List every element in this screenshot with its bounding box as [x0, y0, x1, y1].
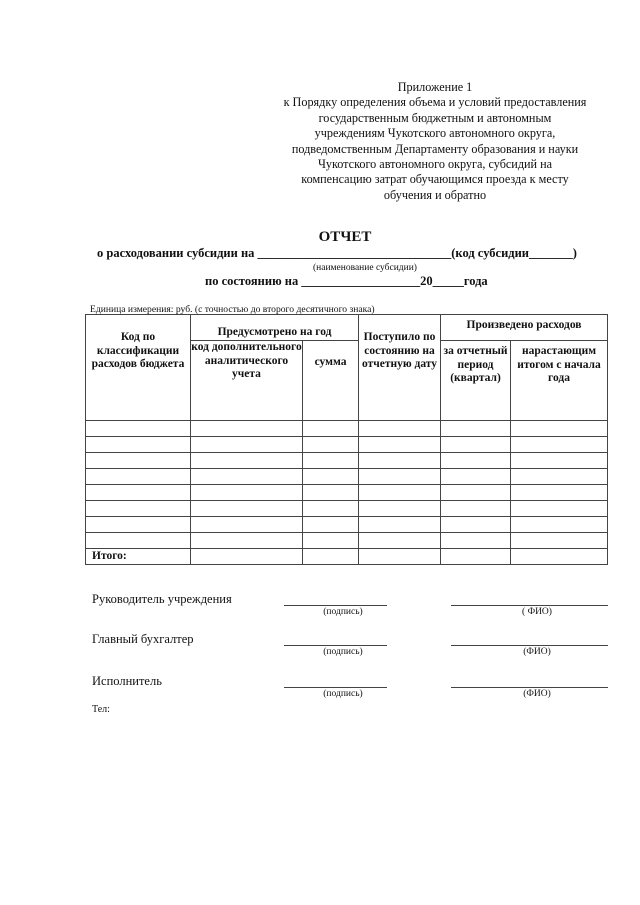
cell[interactable]: [303, 501, 359, 517]
total-row: [86, 549, 608, 565]
cell[interactable]: [511, 517, 608, 533]
cell[interactable]: [86, 453, 191, 469]
signature-line-accountant[interactable]: [284, 645, 387, 646]
cell[interactable]: [191, 469, 303, 485]
cell[interactable]: [303, 533, 359, 549]
cell[interactable]: [303, 485, 359, 501]
name-caption: ( ФИО): [522, 607, 552, 617]
table-row: [86, 453, 608, 469]
cell[interactable]: [511, 421, 608, 437]
table-row: [86, 533, 608, 549]
cell[interactable]: [359, 549, 441, 565]
name-caption: (ФИО): [523, 689, 551, 699]
cell[interactable]: [86, 421, 191, 437]
cell[interactable]: [441, 517, 511, 533]
name-line-executor[interactable]: [451, 687, 608, 688]
cell[interactable]: [359, 421, 441, 437]
cell[interactable]: [303, 517, 359, 533]
cell[interactable]: [191, 517, 303, 533]
cell[interactable]: [191, 421, 303, 437]
subsidy-name-caption: (наименование субсидии): [313, 263, 417, 273]
appendix-line: обучения и обратно: [383, 187, 487, 202]
cell[interactable]: [303, 469, 359, 485]
cell[interactable]: [86, 517, 191, 533]
cell[interactable]: [86, 501, 191, 517]
signature-role-executor: Исполнитель: [92, 674, 162, 688]
cell[interactable]: [359, 533, 441, 549]
table-row: [86, 469, 608, 485]
cell[interactable]: [191, 501, 303, 517]
signature-caption: (подпись): [323, 647, 363, 657]
header-period: за отчетный период (квартал): [441, 341, 511, 421]
cell[interactable]: [441, 421, 511, 437]
report-date-line: по состоянию на ___________________20_____года: [205, 274, 488, 288]
cell[interactable]: [511, 501, 608, 517]
signature-role-accountant: Главный бухгалтер: [92, 632, 194, 646]
cell[interactable]: [441, 437, 511, 453]
cell[interactable]: [441, 533, 511, 549]
signature-line-head[interactable]: [284, 605, 387, 606]
report-table: [85, 314, 608, 565]
signature-role-head: Руководитель учреждения: [92, 592, 232, 606]
cell[interactable]: [441, 501, 511, 517]
header-sum: сумма: [303, 341, 359, 421]
table-row: [86, 501, 608, 517]
table-row: [86, 437, 608, 453]
signature-caption: (подпись): [323, 607, 363, 617]
header-cumulative: нарастающим итогом с начала года: [511, 341, 608, 421]
appendix-line: учреждениям Чукотского автономного округа,: [314, 126, 556, 141]
cell[interactable]: [359, 485, 441, 501]
cell[interactable]: [303, 421, 359, 437]
header-spent: Произведено расходов: [441, 315, 608, 341]
cell[interactable]: [86, 485, 191, 501]
appendix-line: Приложение 1: [397, 80, 473, 94]
subsidy-line: о расходовании субсидии на _______________________________(код субсидии_______): [97, 246, 577, 260]
name-line-accountant[interactable]: [451, 645, 608, 646]
cell[interactable]: [191, 485, 303, 501]
unit-note: Единица измерения: руб. (с точностью до второго десятичного знака): [90, 304, 375, 315]
header-kbk: Код по классификации расходов бюджета: [86, 315, 191, 421]
cell[interactable]: [191, 549, 303, 565]
cell[interactable]: [359, 517, 441, 533]
name-caption: (ФИО): [523, 647, 551, 657]
table-row: [86, 517, 608, 533]
appendix-line: подведомственным Департаменту образования и науки: [291, 141, 579, 156]
report-title: ОТЧЕТ: [318, 229, 372, 245]
cell[interactable]: [359, 469, 441, 485]
name-line-head[interactable]: [451, 605, 608, 606]
cell[interactable]: [86, 533, 191, 549]
appendix-header: [262, 80, 608, 203]
cell[interactable]: [511, 453, 608, 469]
cell[interactable]: [441, 485, 511, 501]
cell[interactable]: [511, 533, 608, 549]
header-code: код дополнительного аналитического учета: [191, 341, 303, 421]
cell[interactable]: [303, 549, 359, 565]
cell[interactable]: [511, 469, 608, 485]
cell[interactable]: [359, 437, 441, 453]
table-row: [86, 421, 608, 437]
cell[interactable]: [359, 501, 441, 517]
cell[interactable]: [191, 453, 303, 469]
appendix-line: Чукотского автономного округа, субсидий на: [317, 157, 553, 172]
cell[interactable]: [511, 437, 608, 453]
table-row: [86, 485, 608, 501]
total-label: Итого:: [86, 549, 191, 565]
cell[interactable]: [303, 437, 359, 453]
signature-caption: (подпись): [323, 689, 363, 699]
appendix-line: к Порядку определения объема и условий предоставления: [283, 95, 587, 110]
header-received: Поступило по состоянию на отчетную дату: [359, 315, 441, 421]
cell[interactable]: [191, 533, 303, 549]
cell[interactable]: [359, 453, 441, 469]
appendix-line: государственным бюджетным и автономным: [318, 110, 552, 125]
cell[interactable]: [441, 549, 511, 565]
cell[interactable]: [441, 453, 511, 469]
appendix-line: компенсацию затрат обучающимся проезда к месту: [301, 172, 569, 187]
cell[interactable]: [303, 453, 359, 469]
cell[interactable]: [86, 469, 191, 485]
cell[interactable]: [86, 437, 191, 453]
cell[interactable]: [511, 485, 608, 501]
cell[interactable]: [441, 469, 511, 485]
phone-label: Тел:: [92, 704, 110, 715]
header-planned: Предусмотрено на год: [191, 315, 359, 341]
cell[interactable]: [511, 549, 608, 565]
signature-line-executor[interactable]: [284, 687, 387, 688]
cell[interactable]: [191, 437, 303, 453]
